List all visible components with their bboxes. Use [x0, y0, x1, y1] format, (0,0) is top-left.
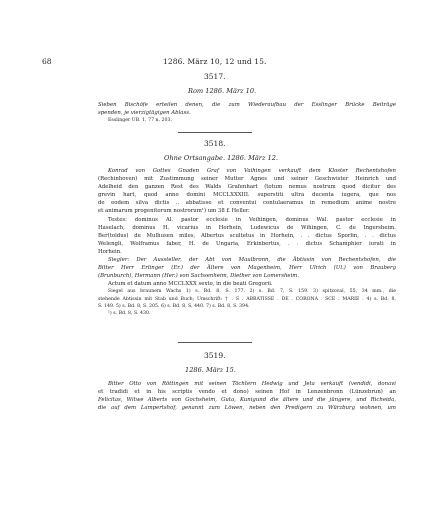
source-citation: Esslinger UB. 1, 77 n. 203. — [108, 118, 172, 124]
section-divider — [178, 342, 252, 343]
body-line: Haselach, dominus H. vicarius in Horhein, Ludewicus de Wihingen, C. de Ingersheim. — [98, 224, 396, 231]
section-divider — [178, 132, 252, 133]
body-line: Konrad von Gottes Gnaden Graf von Vaihingen verkauft dem Kloster Rechentshofen — [108, 168, 396, 174]
body-line: Actum et datum anno MCCLXXX sexto, in die beati Gregorii. — [108, 281, 273, 288]
document-number-3517: 3517. — [204, 72, 226, 81]
document-number-3519: 3519. — [204, 351, 226, 360]
body-line: Ber(toldus) de Mulhusen miles, Albertus scultetus in Horhein, . . dictus Sporlin, . . dictus — [98, 232, 396, 239]
footnote-line: S. 149. 5) s. Bd. 8, S. 205. 6) s. Bd. 8, S. 440. 7) s. Bd. 8, S. 394. — [98, 304, 250, 309]
body-line: (Rechinhoven) mit Zustimmung seiner Mutter Agnes und seiner Geschwister Heinrich und — [98, 176, 396, 183]
running-header: 1286. März 10, 12 und 15. — [163, 57, 267, 66]
document-number-3518: 3518. — [204, 139, 226, 148]
body-line: Welengli, Wolframus faber, H. de Ungaria, Erkinbertus, . . dictus Schamphier iurati in — [98, 240, 396, 247]
document-body-3518 — [98, 167, 396, 318]
footnote-line: Siegel aus braunem Wachs 1) s. Bd. 8, S. 177. 2) s. Bd. 7, S. 159. 3) spitzoval, 55, 34 mm., die — [108, 289, 396, 295]
footnote-line: stehende Äbtissin mit Stab und Buch; Umschrift: † . S . ABBATISSE . DE . CORONA . SCE . MARIE . 4) s. Bd. 8, — [98, 296, 396, 302]
document-date-3518: Ohne Ortsangabe. 1286. März 12. — [164, 154, 278, 162]
body-line: et animarum progenitorum nostrorum¹) um 38 £ Heller. — [98, 208, 250, 215]
body-line: (Brunburch), Hermann (Her.) von Sachsenheim, Diether von Lomersheim. — [98, 273, 300, 280]
body-line: et tradidi et in his scriptis vendo et dono) seinen Hof in Lenzenbronn (Lünzebrun) an — [98, 389, 396, 396]
body-line: die auf dem Lampertshof, genannt zum Löwen, neben den Predigern zu Würzburg wohnen, um — [98, 405, 396, 412]
body-line: Adelheid den ganzen Rest des Walds Grafenhart (totum nemus nostrum quod dicitur des — [98, 184, 396, 191]
body-line: Bitter Herr Erlinger (Er.) der Ältere von Magenheim, Herr Ulrich (Ul.) von Brauberg — [98, 265, 396, 272]
body-line: de eodem silva dictis .. abbatisse et conventui contulaeramus in remedium anime nostre — [98, 200, 396, 207]
body-line: spenden, je vierzigtägigen Ablass. — [98, 110, 191, 117]
body-line: Bitter Otto von Röttingen mit seinen Töchtern Hedwig und Jeta verkauft (vendidi, donavi — [108, 381, 396, 387]
page-number: 68 — [42, 57, 52, 66]
body-line: Felicitas, Witwe Alberts von Gochsheim, Guta, Kunigund die ältere und die jüngere, und Richeida, — [98, 397, 396, 404]
body-line: Testes: dominus Al. pastor ecclesie in Veihingen, dominus Wal. pastor ecclesie in — [108, 216, 396, 223]
document-body-3517 — [98, 101, 396, 124]
footnote-line: ¹) s. Bd. 8, S. 430. — [108, 311, 151, 317]
body-line: grevin hart, quod anno domini MCCLXXXIII. superstiti ultra ducenta iugera, que nos — [98, 192, 396, 199]
body-line: Horhein. — [98, 248, 122, 255]
body-line: Siegler: Der Aussteller, der Abt von Maulbronn, die Äbtissin von Rechentshofen, die — [108, 257, 396, 264]
document-date-3519: 1286. März 15. — [185, 366, 236, 374]
document-body-3519 — [98, 380, 396, 412]
body-line: Sieben Bischöfe erteilen denen, die zum Wiederaufbau der Esslinger Brücke Beiträge — [98, 102, 396, 108]
document-date-3517: Rom 1286. März 10. — [188, 87, 257, 95]
